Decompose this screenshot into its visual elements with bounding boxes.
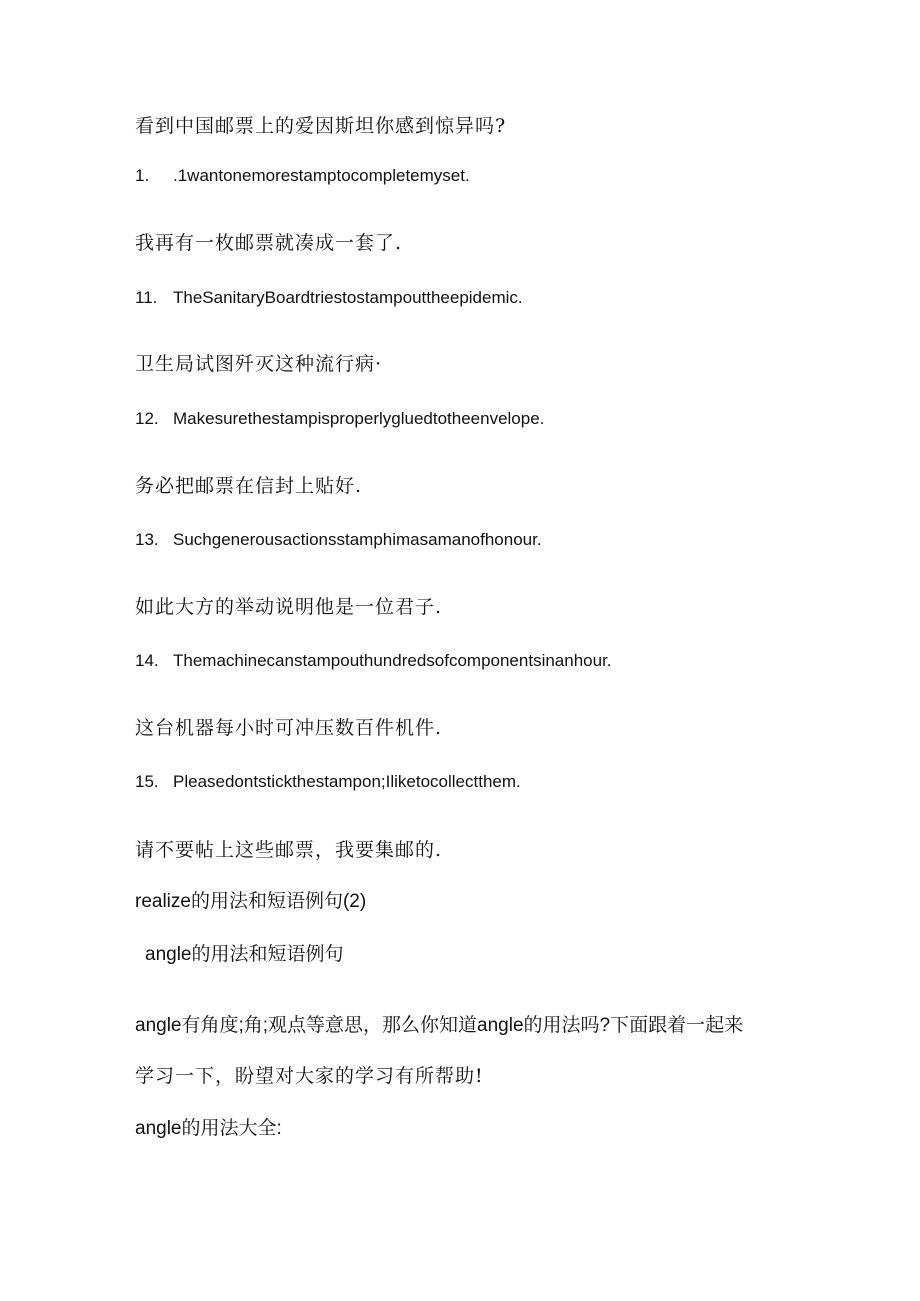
section-link-realize [135, 890, 366, 914]
section-heading-angle [145, 943, 344, 967]
line-text: TheSanitaryBoardtriestostampouttheepidemic. [173, 288, 523, 307]
translation-15 [135, 838, 442, 862]
list-number: 11. [135, 288, 158, 307]
line-text: 我再有一枚邮票就凑成一套了. [135, 232, 403, 254]
list-number: 13. [135, 530, 159, 549]
example-sentence-12 [135, 407, 544, 431]
line-text: realize的用法和短语例句(2) [135, 891, 367, 912]
line-text: 看到中国邮票上的爱因斯坦你感到惊异吗? [135, 115, 507, 137]
line-text: 学习一下，盼望对大家的学习有所帮助! [135, 1065, 484, 1087]
paragraph-intro-question [135, 114, 506, 138]
line-text: angle的用法大全: [135, 1118, 282, 1139]
line-text: Pleasedontstickthestampon;Iliketocollectthem. [173, 772, 521, 791]
line-text: 请不要帖上这些邮票，我要集邮的. [135, 839, 443, 861]
line-text: Themachinecanstampouthundredsofcomponentsinanhour. [173, 651, 612, 670]
translation-12 [135, 474, 362, 498]
line-text: Suchgenerousactionsstamphimasamanofhonour. [173, 530, 542, 549]
example-sentence-15 [135, 770, 521, 794]
line-text: 这台机器每小时可冲压数百件机件. [135, 717, 443, 739]
line-text: 如此大方的举动说明他是一位君子. [135, 596, 443, 618]
line-text: 务必把邮票在信封上贴好. [135, 475, 363, 497]
line-text: Makesurethestampisproperlygluedtotheenvelope. [173, 409, 545, 428]
list-number: 15. [135, 772, 159, 791]
line-text: angle的用法和短语例句 [145, 944, 344, 965]
example-sentence-11 [135, 286, 523, 310]
line-text: .1wantonemorestamptocompletemyset. [173, 166, 470, 185]
example-sentence-13 [135, 528, 542, 552]
translation-14 [135, 716, 442, 740]
list-number: 1. [135, 166, 150, 185]
example-sentence-14 [135, 649, 612, 673]
intro-paragraph-line-1 [135, 1014, 743, 1038]
translation-1 [135, 231, 402, 255]
intro-paragraph-line-2 [135, 1064, 484, 1088]
list-number: 14. [135, 651, 159, 670]
translation-13 [135, 595, 442, 619]
list-number: 12. [135, 409, 159, 428]
usage-heading [135, 1117, 282, 1141]
example-sentence-1 [135, 164, 470, 188]
translation-11 [135, 352, 382, 376]
line-text: 卫生局试图歼灭这种流行病· [135, 353, 383, 375]
line-text: angle有角度;角;观点等意思，那么你知道angle的用法吗?下面跟着一起来 [135, 1015, 744, 1036]
